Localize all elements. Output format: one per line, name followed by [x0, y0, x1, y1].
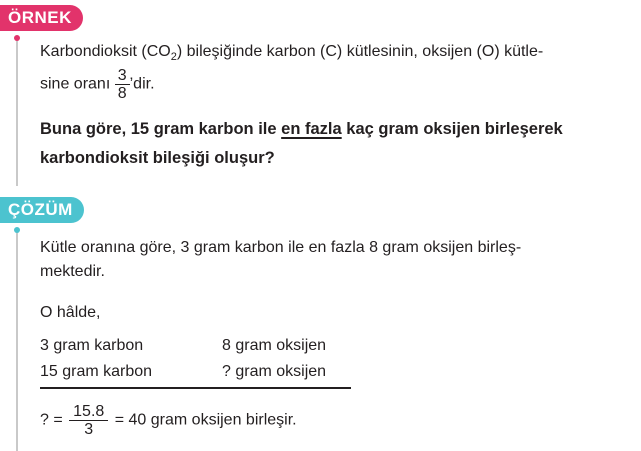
cozum-dot: [14, 227, 20, 233]
ornek-line-1-post: ) bileşiğinde karbon (C) kütlesinin, oksijen (O) kütle-: [176, 43, 544, 60]
row-2-left: 15 gram karbon: [40, 363, 153, 380]
ornek-line-2: [40, 67, 155, 102]
ornek-line-2-post: ’dir.: [129, 75, 155, 93]
solution-line-1: Kütle oranına göre, 3 gram karbon ile en fazla 8 gram oksijen birleş-: [40, 239, 522, 256]
ratio-numerator: 3: [115, 67, 130, 85]
ratio-denominator: 8: [117, 85, 127, 102]
equation-post: = 40 gram oksijen birleşir.: [114, 411, 297, 429]
ornek-line-2-pre: sine oranı: [40, 75, 115, 93]
solution-line-3: O hâlde,: [40, 304, 101, 321]
ratio-fraction: [115, 67, 130, 102]
question-underlined: en fazla: [281, 120, 342, 138]
question-post: kaç gram oksijen birleşerek: [341, 120, 563, 138]
left-rule-top: [16, 36, 18, 186]
question-pre: Buna göre, 15 gram karbon ile: [40, 120, 282, 138]
solution-line-2: mektedir.: [40, 263, 105, 280]
ornek-tag: ÖRNEK: [0, 5, 83, 31]
equation-denominator: 3: [84, 421, 94, 438]
ornek-line-1-pre: Karbondioksit (CO: [40, 43, 171, 60]
row-1-left: 3 gram karbon: [40, 337, 144, 354]
row-1-right: 8 gram oksijen: [222, 337, 327, 354]
cozum-tag: ÇÖZÜM: [0, 197, 84, 223]
equation-pre: ? =: [40, 411, 63, 429]
equation-fraction: [69, 403, 108, 438]
table-divider: [40, 387, 351, 389]
equation-numerator: 15.8: [69, 403, 108, 421]
left-rule-bottom: [16, 229, 18, 451]
ornek-line-1: [40, 42, 543, 62]
question-line-2: karbondioksit bileşiği oluşur?: [40, 149, 275, 167]
ornek-dot: [14, 35, 20, 41]
ornek-co2-sub: 2: [170, 51, 177, 63]
equation: [40, 403, 297, 438]
row-2-right: ? gram oksijen: [222, 363, 327, 380]
question-line-1: [40, 119, 563, 139]
